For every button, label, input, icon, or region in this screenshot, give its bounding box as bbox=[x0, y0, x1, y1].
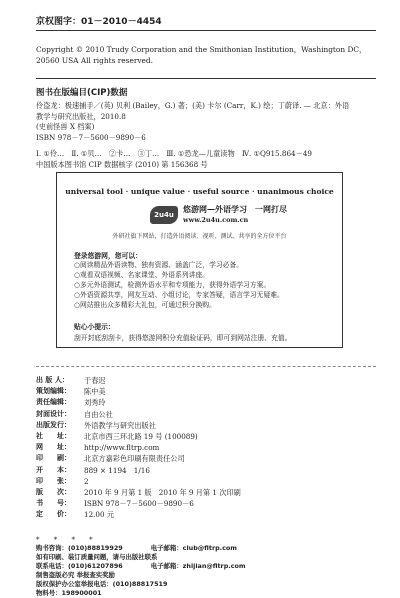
credit-row bbox=[36, 487, 376, 498]
credit-row bbox=[36, 476, 376, 487]
quality-note: 如有印刷、装订质量问题，请与出版社联系 bbox=[36, 553, 158, 561]
credit-value: 陈中美 bbox=[84, 387, 106, 397]
credit-value: 外语教学与研究出版社 bbox=[84, 420, 156, 430]
feature-item: ○ 外语资源共享，网友互动、小组讨论，专家答疑，语言学习无疑难。 bbox=[74, 290, 284, 300]
credit-label: 责任编辑： bbox=[36, 398, 71, 407]
copyright-notice: Copyright © 2010 Trudy Corporation and the Smithonian Institution，Washington DC，20560 USA All rights reserved. bbox=[36, 45, 367, 65]
contact-phone: 联系电话：(010)61207896 bbox=[36, 562, 123, 570]
divider bbox=[36, 366, 376, 367]
credit-row bbox=[36, 431, 376, 442]
credit-value: 12.00 元 bbox=[84, 510, 115, 520]
credit-value: 2010 年 9 月第 1 版 2010 年 9 月第 1 次印刷 bbox=[84, 488, 241, 498]
site-logo-icon: 2u4u bbox=[150, 206, 178, 224]
divider bbox=[36, 30, 376, 31]
credit-row bbox=[36, 498, 376, 509]
credit-value: 北京方嘉彩色印刷有限责任公司 bbox=[84, 454, 185, 464]
credit-row bbox=[36, 453, 376, 464]
material-code: 物料号：198900001 bbox=[36, 589, 102, 597]
credit-row bbox=[36, 409, 376, 420]
cip-line: (史前怪兽 X 档案) bbox=[36, 122, 95, 131]
cip-line: 教学与研究出版社，2010.8 bbox=[36, 111, 126, 121]
credit-row bbox=[36, 386, 376, 397]
feature-item: ○ 网站推出众多精彩大礼包，可通过积分换购。 bbox=[74, 300, 284, 310]
promo-slogan: universal tool · unique value · useful source · unanimous choice bbox=[65, 187, 334, 196]
credit-label: 开 本： bbox=[36, 465, 71, 474]
feature-item: ○ 观看双语视频、名家课堂、外语系列讲座。 bbox=[74, 270, 284, 280]
piracy-note: 制售盗版必究 举报查实奖励 bbox=[36, 571, 115, 579]
report-phone: 版权保护办公室举报电话：(010)88817519 bbox=[36, 580, 168, 588]
purchase-phone: 购书咨询：(010)88819929 bbox=[36, 544, 123, 552]
credit-label: 出 版 人： bbox=[36, 376, 69, 384]
login-title: 登录悠游网，您可以： bbox=[74, 252, 142, 260]
credit-row bbox=[36, 509, 376, 520]
credit-row bbox=[36, 375, 376, 386]
credit-value: 2 bbox=[84, 476, 89, 486]
credit-row bbox=[36, 465, 376, 476]
credit-label: 网 址： bbox=[36, 443, 71, 452]
credit-value: 自由公社 bbox=[84, 409, 113, 419]
feature-item: ○ 多元外语测试，检测外语水平和专项能力，获得外语学习方案。 bbox=[74, 280, 284, 290]
site-name: 悠游网—外语学习 一网打尽 bbox=[183, 204, 287, 214]
footer-info bbox=[36, 544, 376, 598]
promo-box bbox=[56, 172, 343, 348]
credit-row bbox=[36, 442, 376, 453]
site-tagline: 外研社旗下网站，打造外语阅读、视听、测试、共享的全方位平台 bbox=[112, 233, 287, 240]
credit-value: 刘秀玲 bbox=[84, 398, 106, 408]
credit-value: 北京市西三环北路 19 号 (100089) bbox=[84, 432, 198, 442]
credit-label: 印 张： bbox=[36, 476, 71, 485]
cip-line: ISBN 978－7－5600－9890－6 bbox=[36, 132, 146, 142]
credit-value: 889 × 1194 1/16 bbox=[84, 465, 150, 475]
credit-row bbox=[36, 420, 376, 431]
separator-stars: * * * * bbox=[36, 536, 99, 544]
credit-label: 印 刷： bbox=[36, 454, 71, 463]
cip-number: 中国版本图书馆 CIP 数据核字 (2010) 第 156368 号 bbox=[36, 159, 208, 169]
credit-value: ISBN 978－7－5600－9890－6 bbox=[84, 499, 194, 509]
credit-label: 策划编辑： bbox=[36, 387, 71, 396]
credits-block bbox=[36, 375, 376, 521]
credit-value: http://www.fltrp.com bbox=[84, 443, 160, 453]
credit-row bbox=[36, 397, 376, 408]
feature-item: ○ 阅读精品外语读物、独有资源、涵盖广泛，学习必备。 bbox=[74, 260, 284, 270]
credit-label: 出版发行： bbox=[36, 420, 71, 429]
credit-label: 定 价： bbox=[36, 510, 71, 519]
credit-label: 版 次： bbox=[36, 488, 71, 497]
cip-title: 图书在版编目(CIP)数据 bbox=[36, 88, 128, 98]
cip-classification: Ⅰ. ①伶… Ⅱ. ①贝… ②卡… ③丁… Ⅲ. ①恐龙—儿童读物 Ⅳ. ①Q915.864－49 bbox=[36, 149, 312, 158]
credit-label: 社 址： bbox=[36, 432, 71, 441]
purchase-email: 电子邮箱：club@fltrp.com bbox=[150, 544, 237, 552]
credit-label: 封面设计： bbox=[36, 409, 71, 418]
credit-value: 于春迟 bbox=[84, 376, 106, 385]
cip-line: 伶盗龙：极速捕手／(英) 贝利 (Bailey，G.) 著；(美) 卡尔 (Carr，K.) 绘；丁蔚译. — 北京：外语 bbox=[36, 101, 350, 110]
contact-email: 电子邮箱：zhijian@fltrp.com bbox=[150, 562, 246, 570]
cip-block bbox=[36, 101, 376, 170]
site-url: www.2u4u.com.cn bbox=[183, 216, 249, 224]
tip-title: 贴心小提示： bbox=[74, 323, 115, 331]
permit-number: 京权图字：01－2010－4454 bbox=[36, 17, 162, 27]
credit-label: 书 号： bbox=[36, 499, 71, 508]
divider bbox=[36, 78, 376, 79]
tip-text: 刮开封底刮刮卡，获得悠游网积分充值验证码，即可到网站注册、充值。 bbox=[74, 334, 292, 342]
feature-list bbox=[74, 260, 284, 310]
